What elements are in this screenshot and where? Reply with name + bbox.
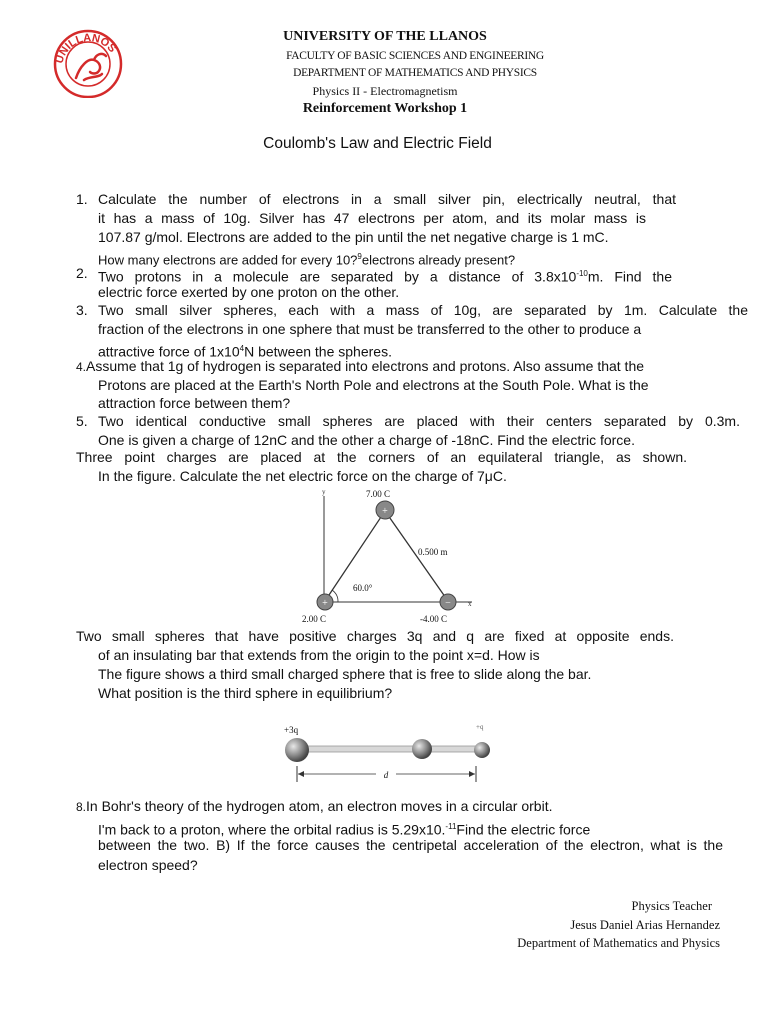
- problem-4-line-1: 4.Assume that 1g of hydrogen is separated into electrons and protons. Also assume that the: [76, 358, 645, 374]
- y-axis-label: y: [322, 488, 326, 496]
- svg-text:−: −: [445, 598, 451, 609]
- problem-1-line-2: it has a mass of 10g. Silver has 47 electrons per atom, and its molar mass is: [98, 210, 646, 226]
- problem-6-line-2: In the figure. Calculate the net electric force on the charge of 7μC.: [98, 468, 507, 484]
- problem-5-line-2: One is given a charge of 12nC and the other a charge of -18nC. Find the electric force.: [98, 432, 635, 448]
- side-length-label: 0.500 m: [418, 547, 448, 557]
- problem-3-line-1: Two small silver spheres, each with a mass of 10g, are separated by 1m. Calculate the: [98, 302, 748, 318]
- angle-label: 60.0°: [353, 583, 373, 593]
- distance-label: d: [383, 770, 389, 780]
- logo-text: UNILLANOS: [53, 32, 119, 65]
- bar-figure: [276, 716, 500, 788]
- label-q: +q: [476, 723, 484, 731]
- problem-5-number: 5.: [76, 413, 88, 429]
- signature-role: Physics Teacher: [631, 899, 712, 913]
- problem-3-line-2: fraction of the electrons in one sphere that must be transferred to the other to produce a: [98, 321, 642, 337]
- university-logo: [50, 28, 126, 98]
- problem-3-line-3: attractive force of $1x10^4N$ between the spheres.: [98, 343, 392, 360]
- sphere-3q: [285, 738, 309, 762]
- problem-8-line-1: 8.In Bohr's theory of the hydrogen atom, an electron moves in a circular orbit.: [76, 798, 553, 814]
- problem-2-line-2: electric force exerted by one proton on the other.: [98, 284, 400, 300]
- problem-4-line-2: Protons are placed at the Earth's North Pole and electrons at the South Pole. What is the: [98, 377, 649, 393]
- problem-1-number: 1.: [76, 191, 88, 207]
- problem-7-line-1: Two small spheres that have positive charges 3q and q are fixed at opposite ends.: [76, 628, 674, 644]
- x-axis-label: x: [468, 600, 472, 608]
- problem-1-line-1: Calculate the number of electrons in a small silver pin, electrically neutral, that: [98, 191, 676, 207]
- problem-8-line-4: electron speed?: [98, 857, 198, 873]
- problem-8-line-3: between the two. B) If the force causes the centripetal acceleration of the electron, what is the: [98, 837, 723, 853]
- sphere-q: [474, 742, 490, 758]
- signature-department: Department of Mathematics and Physics: [517, 936, 720, 950]
- problem-4-line-3: attraction force between them?: [98, 395, 291, 411]
- university-name: UNIVERSITY OF THE LLANOS: [283, 29, 487, 44]
- svg-text:+: +: [382, 506, 388, 517]
- problem-2-line-1: Two protons in a molecule are separated by a distance of $3.8x10^{-10}m$. Find the: [98, 268, 672, 285]
- problem-5-line-1: Two identical conductive small spheres are placed with their centers separated by 0.3m.: [98, 413, 740, 429]
- problem-2-number: 2.: [76, 265, 88, 281]
- svg-text:+: +: [322, 598, 328, 609]
- faculty-name: FACULTY OF BASIC SCIENCES AND ENGINEERING: [286, 50, 544, 62]
- course-name: Physics II - Electromagnetism: [312, 84, 458, 98]
- problem-7-line-2: of an insulating bar that extends from the origin to the point x=d. How is: [98, 647, 540, 663]
- triangle-figure: [290, 484, 480, 626]
- problem-8-line-2: I'm back to a proton, where the orbital radius is 5.29x10.$^{-11}$Find the electric force: [98, 821, 591, 838]
- page-title: Coulomb's Law and Electric Field: [263, 135, 492, 152]
- signature-name: Jesus Daniel Arias Hernandez: [570, 918, 720, 932]
- workshop-title: Reinforcement Workshop 1: [302, 101, 468, 116]
- sliding-sphere: [412, 739, 432, 759]
- problem-7-line-4: What position is the third sphere in equilibrium?: [98, 685, 393, 701]
- left-charge-label: 2.00 C: [302, 614, 327, 624]
- problem-3-number: 3.: [76, 302, 88, 318]
- problem-6-line-1: Three point charges are placed at the corners of an equilateral triangle, as shown.: [76, 449, 687, 465]
- problem-1-line-3: 107.87 g/mol. Electrons are added to the pin until the net negative charge is 1 mC.: [98, 229, 609, 245]
- top-charge-label: 7.00 C: [366, 489, 391, 499]
- right-charge-label: -4.00 C: [420, 614, 447, 624]
- problem-7-line-3: The figure shows a third small charged sphere that is free to slide along the bar.: [98, 666, 592, 682]
- department-name: DEPARTMENT OF MATHEMATICS AND PHYSICS: [293, 67, 537, 79]
- label-3q: +3q: [284, 725, 299, 735]
- problem-1-line-4: How many electrons are added for every 10?$^9$electrons already present?: [98, 252, 516, 268]
